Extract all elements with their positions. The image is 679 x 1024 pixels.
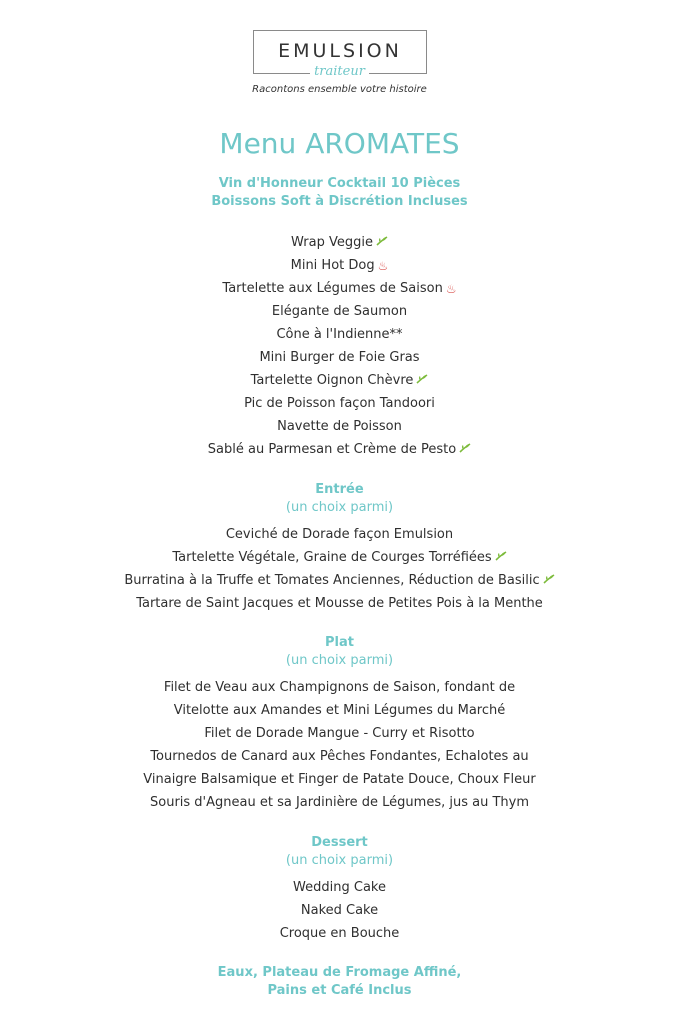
hot-icon: ♨ [445,281,457,296]
list-item: Filet de Dorade Mangue - Curry et Risotto [204,726,475,741]
list-item: Naked Cake [300,903,379,918]
brand-sub-text: traiteur [310,64,369,79]
brand-tagline: Racontons ensemble votre histoire [252,84,427,95]
list-item [0,546,679,569]
list-item: Wedding Cake [293,880,386,895]
list-item [0,392,679,415]
cocktail-list [0,231,679,461]
list-item: Vinaigre Balsamique et Finger de Patate Douce, Choux Fleur [143,772,536,787]
leaf-icon [416,369,428,392]
plat-sub: (un choix parmi) [285,653,394,668]
list-item [0,323,679,346]
plat-list [0,676,679,814]
item-label: Pic de Poisson façon Tandoori [244,396,435,411]
item-label: Wrap Veggie [291,235,373,250]
item-label: Mini Hot Dog [290,258,375,273]
entree-heading: Entrée [315,482,364,497]
item-label: Tartelette Végétale, Graine de Courges Torréfiées [172,550,492,565]
list-item [0,254,679,277]
hot-icon: ♨ [377,258,389,273]
list-item [0,569,679,592]
cocktail-heading-2: Boissons Soft à Discrétion Incluses [211,194,468,209]
list-item [0,346,679,369]
list-item: Vitelotte aux Amandes et Mini Légumes du Marché [173,703,506,718]
cocktail-heading-1: Vin d'Honneur Cocktail 10 Pièces [218,176,461,191]
list-item: Tournedos de Canard aux Pêches Fondantes, Echalotes au [150,749,529,764]
list-item [0,369,679,392]
footer-line-1: Eaux, Plateau de Fromage Affiné, [217,965,462,980]
footer-line-2: Pains et Café Inclus [267,983,412,998]
item-label: Tartare de Saint Jacques et Mousse de Petites Pois à la Menthe [136,596,543,611]
list-item [0,277,679,300]
list-item [0,415,679,438]
dessert-list [0,876,679,945]
menu-title: Menu AROMATES [219,127,460,160]
item-label: Sablé au Parmesan et Crème de Pesto [207,442,457,457]
item-label: Navette de Poisson [277,419,402,434]
leaf-icon [495,546,507,569]
entree-sub: (un choix parmi) [285,500,394,515]
item-label: Ceviché de Dorade façon Emulsion [225,527,454,542]
dessert-sub: (un choix parmi) [285,853,394,868]
leaf-icon [459,438,471,461]
item-label: Elégante de Saumon [271,304,408,319]
entree-list [0,523,679,615]
plat-heading: Plat [325,635,354,650]
list-item [0,231,679,254]
dessert-heading: Dessert [311,835,368,850]
brand-sub [0,64,679,79]
list-item [0,523,679,546]
leaf-icon [543,569,555,592]
list-item: Croque en Bouche [279,926,400,941]
list-item: Souris d'Agneau et sa Jardinière de Légumes, jus au Thym [150,795,529,810]
leaf-icon [376,231,388,254]
brand-name: EMULSION [278,40,402,62]
list-item [0,300,679,323]
item-label: Mini Burger de Foie Gras [259,350,420,365]
list-item: Filet de Veau aux Champignons de Saison, fondant de [163,680,516,695]
item-label: Burratina à la Truffe et Tomates Anciennes, Réduction de Basilic [124,573,540,588]
item-label: Cône à l'Indienne** [276,327,403,342]
list-item [0,438,679,461]
item-label: Tartelette Oignon Chèvre [250,373,414,388]
item-label: Tartelette aux Légumes de Saison [222,281,443,296]
list-item [0,592,679,615]
